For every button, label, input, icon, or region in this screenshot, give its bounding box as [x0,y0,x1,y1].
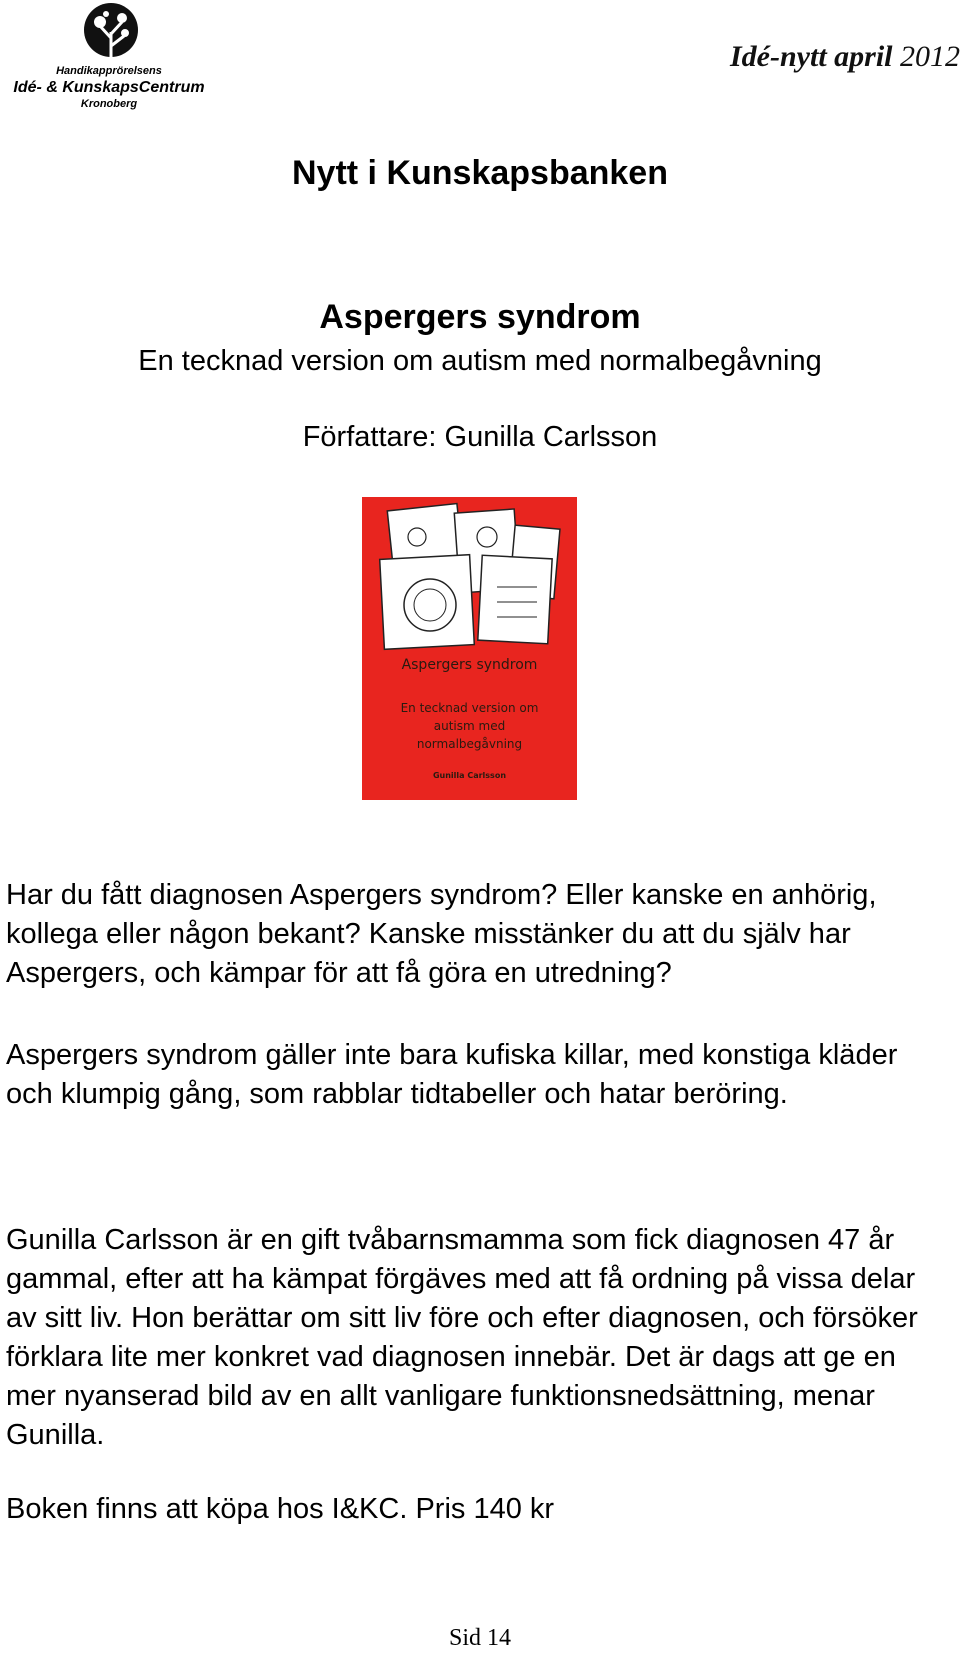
author-line: Författare: Gunilla Carlsson [302,421,658,453]
logo-org-line-2: Idé- & KunskapsCentrum [13,79,205,96]
book-subtitle: En tecknad version om autism med normalbegåvning [138,345,822,377]
page-number: Sid 14 [448,1625,511,1651]
book-cover-image [362,497,577,800]
book-title: Aspergers syndrom [319,298,641,336]
cover-author: Gunilla Carlsson [432,771,507,780]
logo-org-line-1: Handikapprörelsens [56,65,162,77]
tree-logo-icon [82,2,140,64]
cover-subtitle: En tecknad version om autism med normalbegåvning [400,701,539,751]
cover-drawings-icon [362,497,577,657]
logo-org-line-3: Kronoberg [80,98,138,110]
section-title: Nytt i Kunskapsbanken [292,154,668,192]
issue-year: 2012 [900,40,960,73]
paragraph-intro: Har du fått diagnosen Aspergers syndrom? Eller kanske en anhörig, kollega eller någon bekant? Kanske misstänker du att du själv har Aspergers, och kämpar för att få göra en utredning? [6,879,877,989]
issue-label [660,40,960,74]
paragraph-stereotype: Aspergers syndrom gäller inte bara kufiska killar, med konstiga kläder och klumpig gång, som rabblar tidtabeller och hatar beröring. [6,1039,898,1110]
issue-name: Idé-nytt april [730,40,893,73]
organization-logo [4,2,214,112]
paragraph-price: Boken finns att köpa hos I&KC. Pris 140 kr [6,1493,555,1525]
paragraph-author-bio: Gunilla Carlsson är en gift tvåbarnsmamma som fick diagnosen 47 år gammal, efter att ha kämpat förgäves med att få ordning på vissa delar av sitt liv. Hon berättar om sitt liv före och efter diagnosen, och försöker förklara lite mer konkret vad diagnosen innebär. Det är dags att ge en mer nyanserad bild av en allt vanligare funktionsnedsättning, menar Gunilla. [6,1224,918,1451]
cover-title: Aspergers syndrom [401,657,538,673]
